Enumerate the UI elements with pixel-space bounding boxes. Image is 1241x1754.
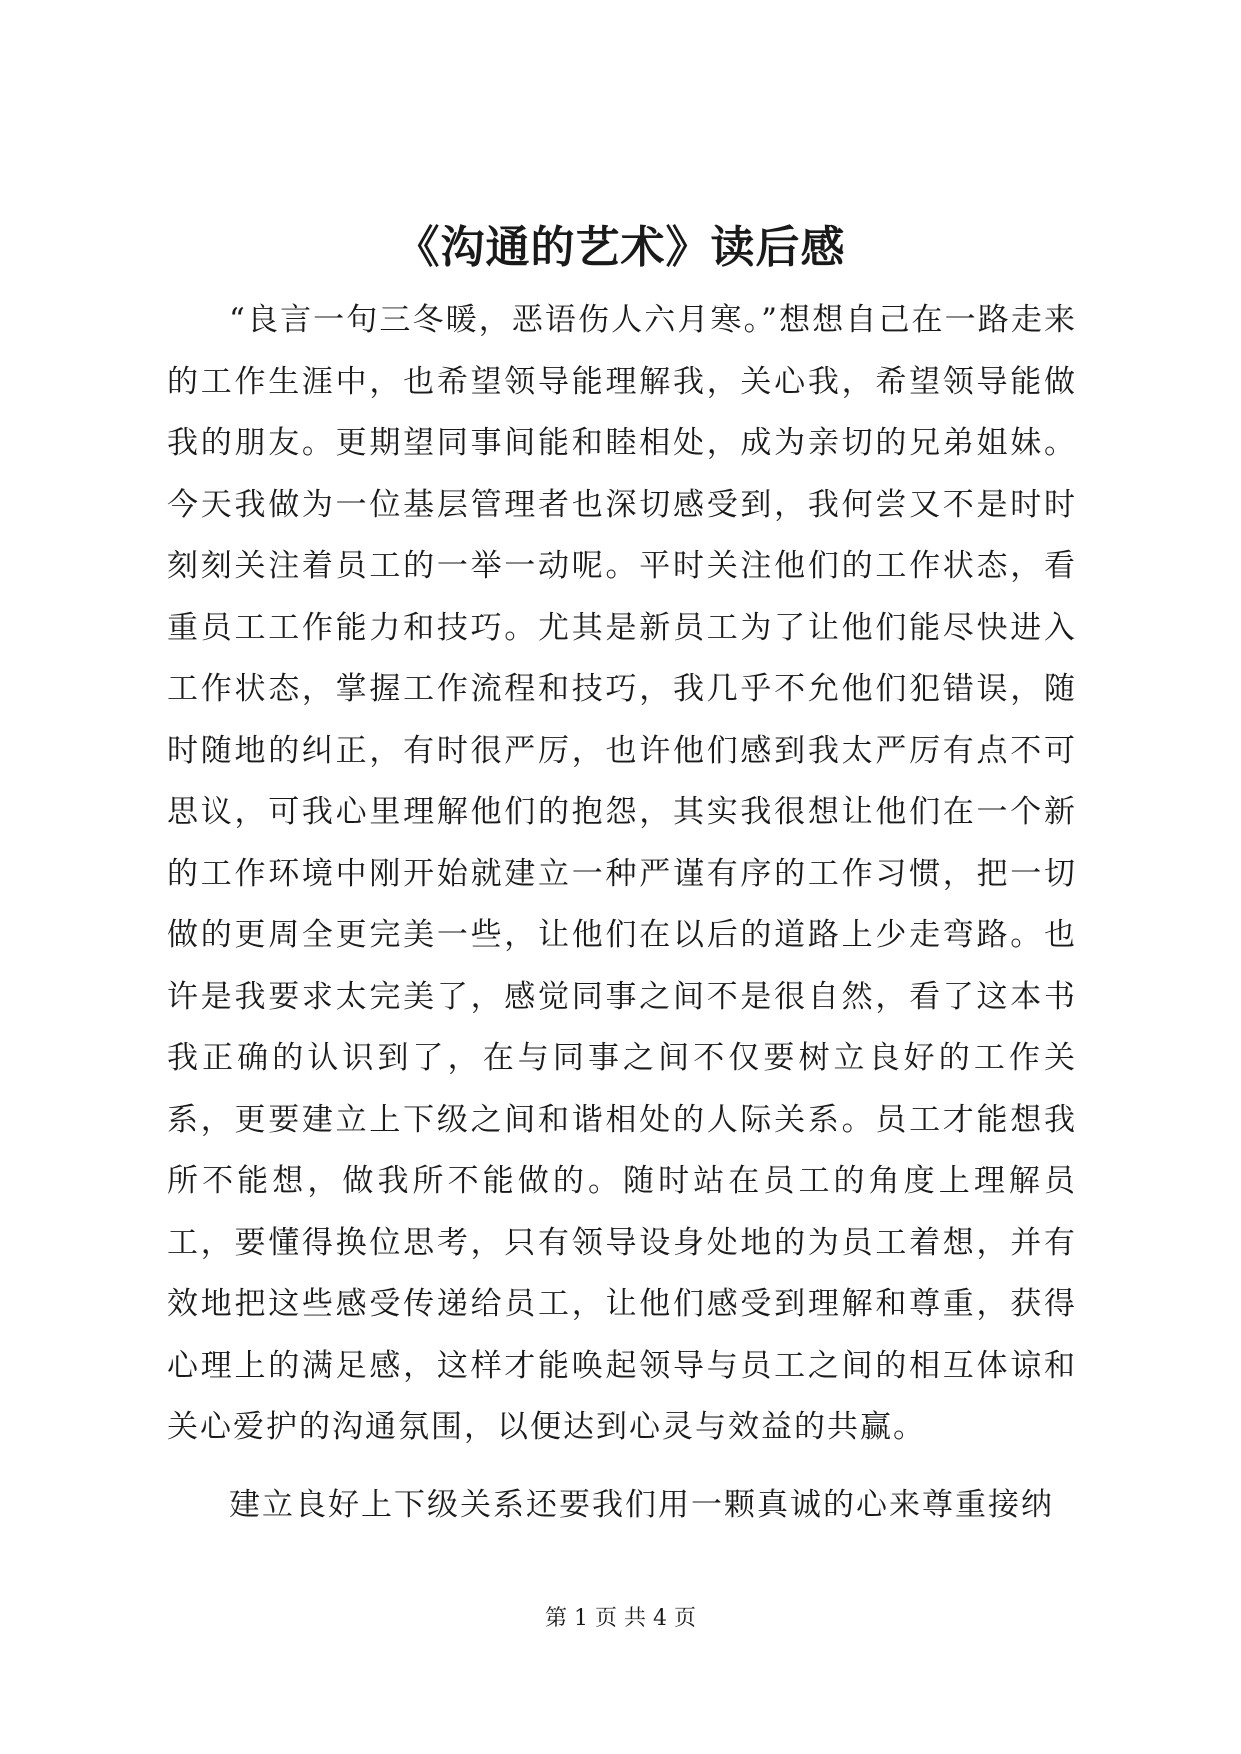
paragraph-1: “良言一句三冬暖，恶语伤人六月寒。”想想自己在一路走来的工作生涯中，也希望领导能理解我，关心我，希望领导能做我的朋友。更期望同事间能和睦相处，成为亲切的兄弟姐妹。今天我做为一位基层管理者也深切感受到，我何尝又不是时时刻刻关注着员工的一举一动呢。平时关注他们的工作状态，看重员工工作能力和技巧。尤其是新员工为了让他们能尽快进入工作状态，掌握工作流程和技巧，我几乎不允他们犯错误，随时随地的纠正，有时很严厉，也许他们感到我太严厉有点不可思议，可我心里理解他们的抱怨，其实我很想让他们在一个新的工作环境中刚开始就建立一种严谨有序的工作习惯，把一切做的更周全更完美一些，让他们在以后的道路上少走弯路。也许是我要求太完美了，感觉同事之间不是很自然，看了这本书我正确的认识到了，在与同事之间不仅要树立良好的工作关系，更要建立上下级之间和谐相处的人际关系。员工才能想我所不能想，做我所不能做的。随时站在员工的角度上理解员工，要懂得换位思考，只有领导设身处地的为员工着想，并有效地把这些感受传递给员工，让他们感受到理解和尊重，获得心理上的满足感，这样才能唤起领导与员工之间的相互体谅和关心爱护的沟通氛围，以便达到心灵与效益的共赢。 (167, 302, 1077, 1445)
paragraph-2: 建立良好上下级关系还要我们用一颗真诚的心来尊重接纳 (229, 1486, 1054, 1523)
page-number-footer: 第 1 页 共 4 页 (545, 1606, 696, 1631)
document-title: 《沟通的艺术》读后感 (395, 222, 846, 273)
document-body (167, 290, 1077, 1536)
